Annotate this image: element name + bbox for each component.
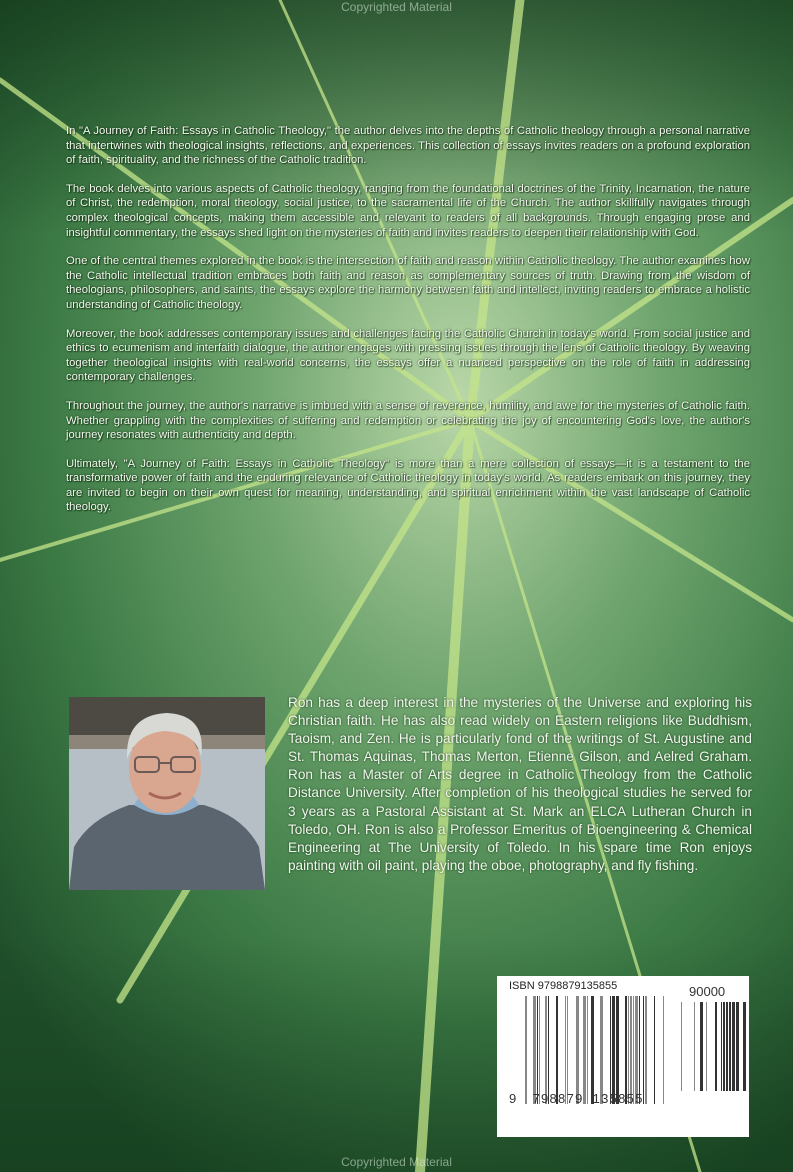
isbn-label: ISBN 9798879135855 bbox=[509, 980, 618, 992]
barcode-bar bbox=[700, 1002, 703, 1091]
price-addon-code: 90000 bbox=[689, 984, 726, 999]
barcode-bar bbox=[548, 996, 549, 1104]
barcode-bar bbox=[726, 1002, 728, 1091]
barcode-bar bbox=[583, 996, 586, 1104]
barcode-bar bbox=[715, 1002, 717, 1091]
description-paragraph: Throughout the journey, the author's narrative is imbued with a sense of reverence, humility, and awe for the mysteries of Catholic faith. Whether grappling with the complexities of suffering and redemption or celebrating the joy of encountering God's love, the author's journey resonates with authenticity and depth. bbox=[66, 399, 750, 442]
barcode-bar bbox=[567, 996, 568, 1104]
barcode-bar bbox=[654, 996, 655, 1104]
barcode-bar bbox=[576, 996, 579, 1104]
barcode-bar bbox=[616, 996, 619, 1104]
description-paragraph: In "A Journey of Faith: Essays in Catholic Theology," the author delves into the depths of Catholic theology through a personal narrative that intertwines with theological insights, reflections, and experiences. This collection of essays invites readers on a profound exploration of faith, spirituality, and the richness of the Catholic tradition. bbox=[66, 125, 750, 167]
isbn-barcode bbox=[497, 976, 749, 1137]
barcode-bar bbox=[600, 996, 603, 1104]
description-paragraph: The book delves into various aspects of Catholic theology, ranging from the foundational doctrines of the Trinity, Incarnation, the nature of Christ, the redemption, moral theology, social justice, to the sacramental life of the Church. The author skillfully navigates through complex theological concepts, making them accessible and relevant to readers of all backgrounds. Through engaging prose and insightful commentary, the essays shed light on the mysteries of faith and invites readers to deepen their relationship with God. bbox=[66, 182, 750, 239]
barcode-bar bbox=[539, 996, 540, 1104]
barcode-bar bbox=[612, 996, 615, 1104]
barcode-digits bbox=[509, 1091, 644, 1106]
description-paragraph: One of the central themes explored in the book is the intersection of faith and reason within Catholic theology. The author examines how the Catholic intellectual tradition embraces both faith and reason as complementary sources of truth. Drawing from the wisdom of theologians, philosophers, and saints, the essays explore the harmony between faith and intellect, inviting readers to embrace a holistic understanding of Catholic theology. bbox=[66, 255, 750, 311]
barcode-bar bbox=[732, 1002, 735, 1091]
barcode-bar bbox=[525, 996, 527, 1104]
barcode-group-2: 135855 bbox=[592, 1091, 644, 1106]
barcode-bar bbox=[610, 996, 611, 1104]
barcode-bar bbox=[736, 1002, 739, 1091]
barcode-bar bbox=[639, 996, 640, 1104]
barcode-bars bbox=[497, 976, 749, 1137]
barcode-bar bbox=[635, 996, 638, 1104]
barcode-bar bbox=[630, 996, 632, 1104]
barcode-lead-digit: 9 bbox=[509, 1091, 518, 1106]
barcode-bar bbox=[591, 996, 594, 1104]
barcode-bar bbox=[706, 1002, 707, 1091]
author-photo bbox=[69, 697, 265, 890]
barcode-bar bbox=[694, 1002, 695, 1091]
watermark-top: Copyrighted Material bbox=[341, 0, 452, 14]
barcode-bar bbox=[643, 996, 644, 1104]
barcode-bar bbox=[537, 996, 538, 1104]
barcode-bar bbox=[533, 996, 536, 1104]
barcode-bar bbox=[565, 996, 566, 1104]
barcode-bar bbox=[545, 996, 547, 1104]
barcode-bar bbox=[721, 1002, 722, 1091]
barcode-bar bbox=[723, 1002, 725, 1091]
barcode-bar bbox=[628, 996, 629, 1104]
barcode-bar bbox=[625, 996, 627, 1104]
description-paragraph: Ultimately, "A Journey of Faith: Essays in Catholic Theology" is more than a mere collection of essays—it is a testament to the transformative power of faith and the enduring relevance of Catholic theology in today's world. As readers embark on this journey, they are invited to begin on their own quest for meaning, understanding, and spiritual enrichment within the vast landscape of Catholic theology. bbox=[66, 457, 750, 514]
barcode-bar bbox=[729, 1002, 731, 1091]
author-bio: Ron has a deep interest in the mysteries of the Universe and exploring his Christian faith. He has also read widely on Eastern religions like Buddhism, Taoism, and Zen. He is particularly fond of the writings of St. Augustine and St. Thomas Aquinas, Thomas Merton, Etienne Gilson, and Aelred Graham. Ron has a Master of Arts degree in Catholic Theology from the Catholic Distance University. After completion of his theological studies he served for 3 years as a Pastoral Assistant at St. Mark an ELCA Lutheran Church in Toledo, OH. Ron is also a Professor Emeritus of Bioengineering & Chemical Engineering at The University of Toledo. In his spare time Ron enjoys painting with oil paint, playing the oboe, photography, and fly fishing. bbox=[288, 695, 752, 873]
barcode-bar bbox=[633, 996, 634, 1104]
watermark-bottom: Copyrighted Material bbox=[341, 1155, 452, 1169]
description-paragraph: Moreover, the book addresses contemporary issues and challenges facing the Catholic Church in today's world. From social justice and ethics to ecumenism and interfaith dialogue, the author engages with pressing issues through the lens of Catholic theology. By weaving together theological insights with real-world concerns, the essays offer a nuanced perspective on the role of faith in addressing contemporary challenges. bbox=[66, 327, 750, 384]
barcode-bar bbox=[681, 1002, 682, 1091]
barcode-bar bbox=[645, 996, 647, 1104]
barcode-bar bbox=[743, 1002, 746, 1091]
barcode-group-1: 798879 bbox=[532, 1091, 584, 1106]
book-description bbox=[66, 124, 750, 529]
barcode-bar bbox=[587, 996, 588, 1104]
barcode-bar bbox=[663, 996, 664, 1104]
barcode-bar bbox=[556, 996, 558, 1104]
